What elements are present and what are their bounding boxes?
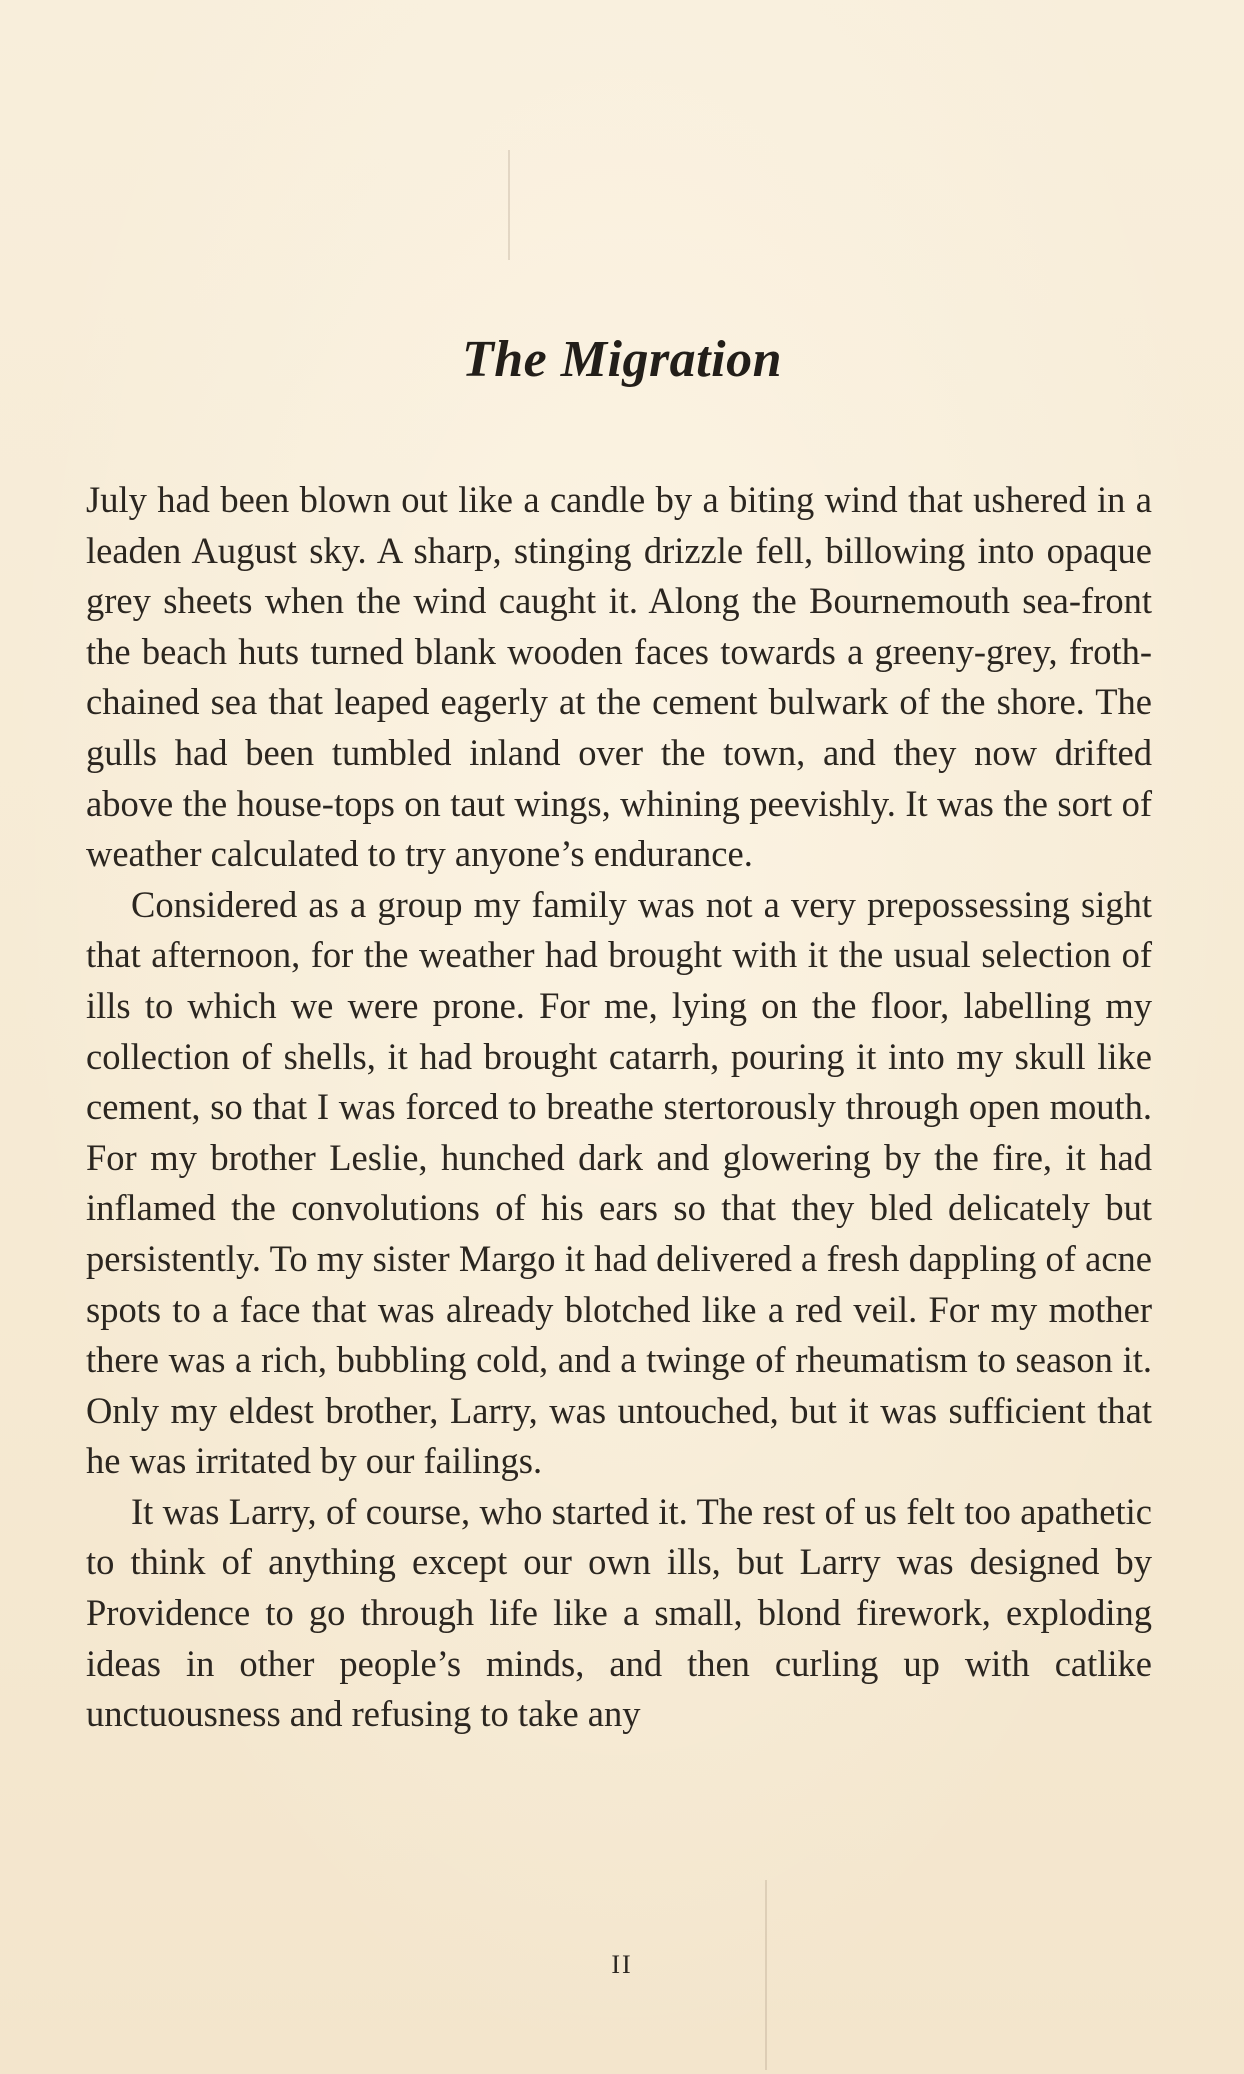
- chapter-title: The Migration: [462, 331, 782, 388]
- chapter-body: [86, 475, 1152, 1740]
- page-number: II: [611, 1950, 633, 1979]
- page-crease-top: [508, 150, 510, 260]
- paragraph-3: It was Larry, of course, who started it. The rest of us felt too apathetic to think of anything except our own ills, but Larry was designed by Providence to go through life like a small, blond firework, exploding ideas in other people’s minds, and then curling up with catlike unctuousness and refusing to take any: [86, 1490, 1152, 1735]
- paragraph-2: Considered as a group my family was not a very prepossessing sight that afternoon, for the weather had brought with it the usual selection of ills to which we were prone. For me, lying on the floor, labelling my collection of shells, it had brought catarrh, pouring it into my skull like cement, so that I was forced to breathe stertorously through open mouth. For my brother Leslie, hunched dark and glowering by the fire, it had inflamed the convolutions of his ears so that they bled delicately but persistently. To my sister Margo it had delivered a fresh dappling of acne spots to a face that was already blotched like a red veil. For my mother there was a rich, bubbling cold, and a twinge of rheumatism to season it. Only my eldest brother, Larry, was untouched, but it was sufficient that he was irritated by our failings.: [86, 883, 1152, 1482]
- paragraph-1: July had been blown out like a candle by a biting wind that ushered in a leaden August sky. A sharp, stinging drizzle fell, billowing into opaque grey sheets when the wind caught it. Along the Bournemouth sea-front the beach huts turned blank wooden faces towards a greeny-grey, froth-chained sea that leaped eagerly at the cement bulwark of the shore. The gulls had been tumbled inland over the town, and they now drifted above the house-tops on taut wings, whining peevishly. It was the sort of weather calculated to try anyone’s endurance.: [86, 479, 1152, 875]
